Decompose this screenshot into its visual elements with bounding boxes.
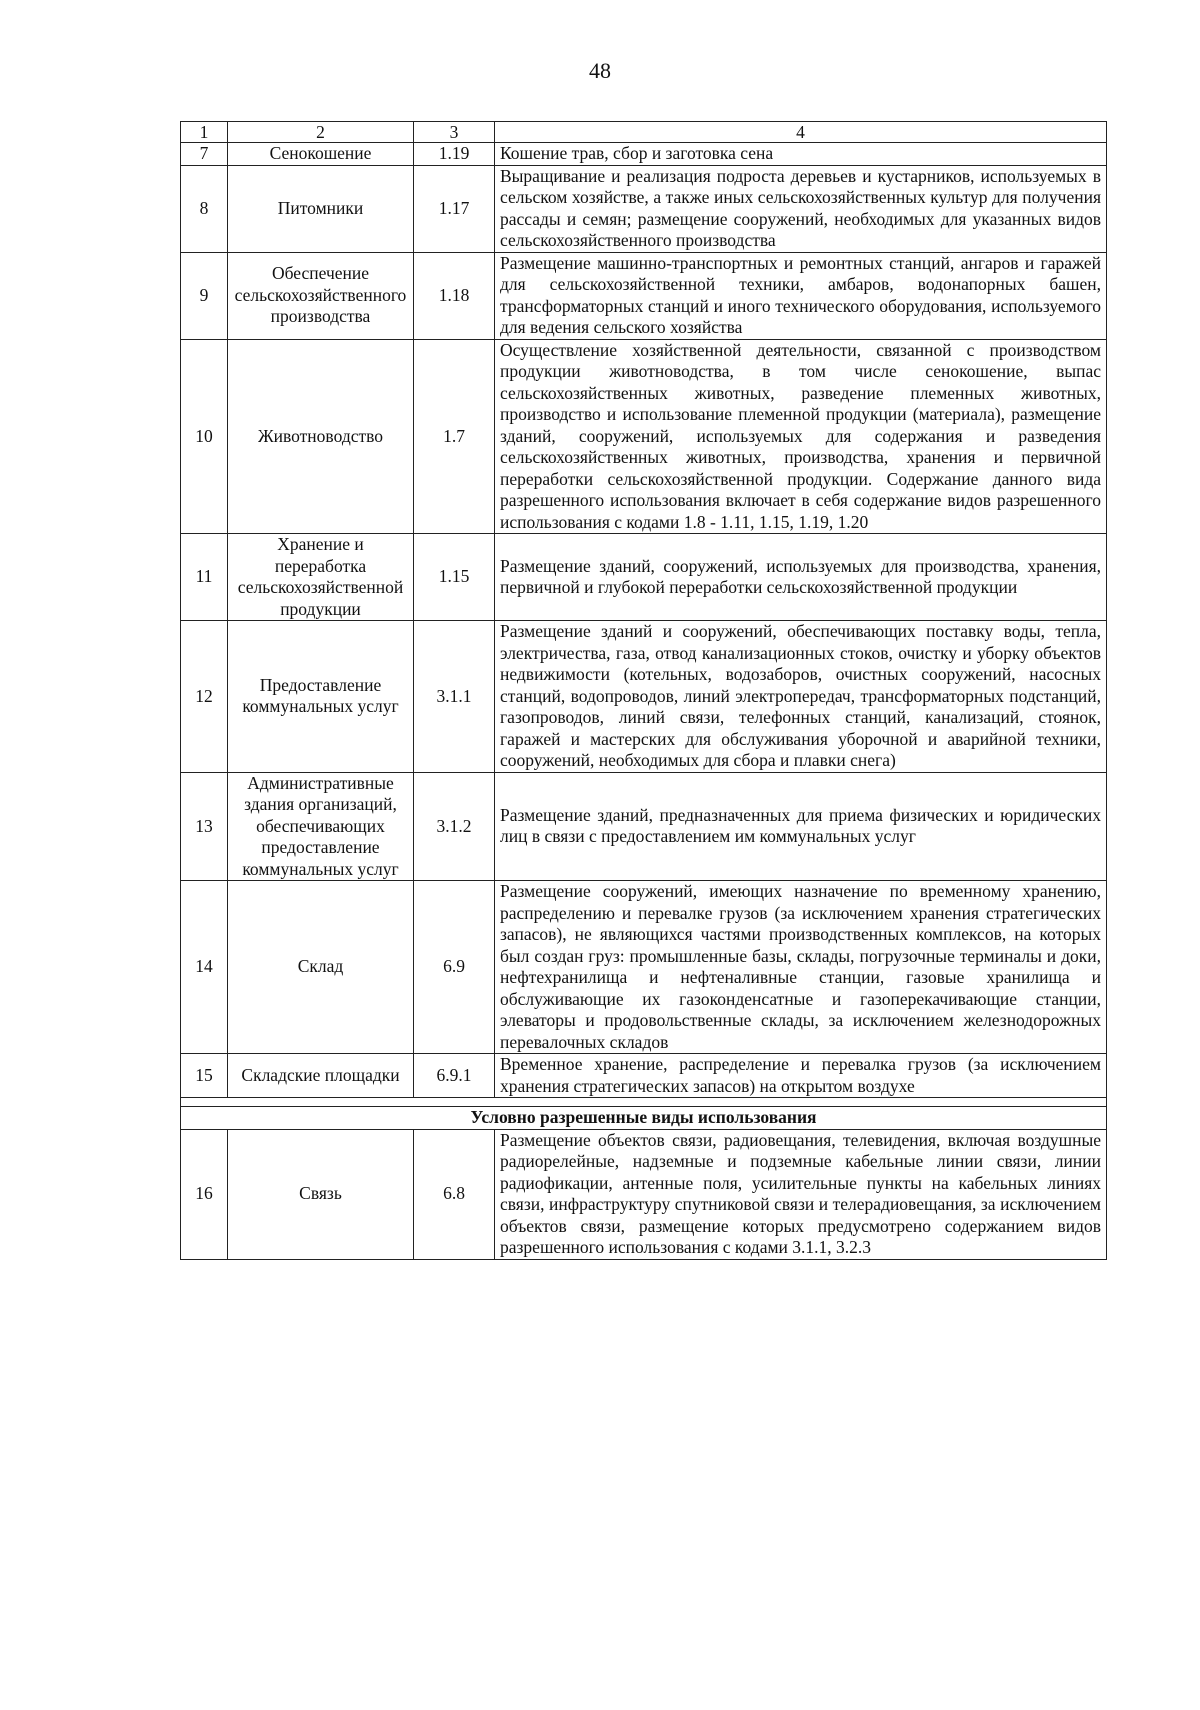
use-type-description: Осуществление хозяйственной деятельности, связанной с производством продукции животноводства, в том числе сенокошение, выпас сельскохозяйственных животных, разведение племенных животных, производство и использование племенной продукции (материала), размещение зданий, сооружений, используемых для содержания и разведения сельскохозяйственных животных, производства, хранения и первичной переработки сельскохозяйственной продукции. Содержание данного вида разрешенного использования включает в себя содержание видов разрешенного использования с кодами 1.8 - 1.11, 1.15, 1.19, 1.20 [495,339,1107,534]
use-type-code: 6.9 [414,881,495,1054]
column-header-4: 4 [495,122,1107,143]
column-header-3: 3 [414,122,495,143]
table-row [181,252,1107,339]
use-type-description: Размещение зданий и сооружений, обеспечивающих поставку воды, тепла, электричества, газа, отвод канализационных стоков, очистку и уборку объектов недвижимости (котельных, водозаборов, очистных сооружений, насосных станций, водопроводов, линий электропередач, трансформаторных подстанций, газопроводов, линий связи, телефонных станций, канализаций, стоянок, гаражей и мастерских для обслуживания уборочной и аварийной техники, сооружений, необходимых для сбора и плавки снега) [495,621,1107,773]
use-type-description: Выращивание и реализация подроста деревьев и кустарников, используемых в сельском хозяйстве, а также иных сельскохозяйственных культур для получения рассады и семян; размещение сооружений, необходимых для указанных видов сельскохозяйственного производства [495,165,1107,252]
use-type-code: 1.18 [414,252,495,339]
table-row [181,339,1107,534]
use-type-name: Склад [228,881,414,1054]
use-type-description: Размещение зданий, сооружений, используемых для производства, хранения, первичной и глубокой переработки сельскохозяйственной продукции [495,534,1107,621]
section-title: Условно разрешенные виды использования [181,1107,1107,1130]
table-row [181,1054,1107,1098]
column-header-2: 2 [228,122,414,143]
use-type-code: 6.9.1 [414,1054,495,1098]
use-type-code: 6.8 [414,1129,495,1259]
column-header-1: 1 [181,122,228,143]
table-row [181,534,1107,621]
spacer-cell [181,1098,1107,1107]
table-row [181,772,1107,881]
use-type-description: Размещение объектов связи, радиовещания, телевидения, включая воздушные радиорелейные, надземные и подземные кабельные линии связи, линии радиофикации, антенные поля, усилительные пункты на кабельных линиях связи, инфраструктуру спутниковой связи и телерадиовещания, за исключением объектов связи, размещение которых предусмотрено содержанием видов разрешенного использования с кодами 3.1.1, 3.2.3 [495,1129,1107,1259]
use-type-description: Кошение трав, сбор и заготовка сена [495,143,1107,166]
use-type-name: Сенокошение [228,143,414,166]
use-type-name: Питомники [228,165,414,252]
use-type-code: 3.1.1 [414,621,495,773]
use-type-code: 1.19 [414,143,495,166]
use-type-name: Связь [228,1129,414,1259]
use-type-description: Размещение машинно-транспортных и ремонтных станций, ангаров и гаражей для сельскохозяйственной техники, амбаров, водонапорных башен, трансформаторных станций и иного технического оборудования, используемого для ведения сельского хозяйства [495,252,1107,339]
row-number: 15 [181,1054,228,1098]
use-type-code: 1.15 [414,534,495,621]
row-number: 8 [181,165,228,252]
row-number: 7 [181,143,228,166]
use-type-name: Хранение и переработка сельскохозяйственной продукции [228,534,414,621]
use-type-code: 1.7 [414,339,495,534]
row-number: 9 [181,252,228,339]
use-type-name: Животноводство [228,339,414,534]
land-use-table [180,121,1107,1260]
table-row [181,621,1107,773]
table-header-row [181,122,1107,143]
use-type-description: Размещение зданий, предназначенных для приема физических и юридических лиц в связи с предоставлением им коммунальных услуг [495,772,1107,881]
row-number: 14 [181,881,228,1054]
row-number: 13 [181,772,228,881]
table-row [181,1129,1107,1259]
section-header-row [181,1107,1107,1130]
row-number: 10 [181,339,228,534]
table-row [181,143,1107,166]
use-type-code: 3.1.2 [414,772,495,881]
use-type-code: 1.17 [414,165,495,252]
use-type-description: Временное хранение, распределение и перевалка грузов (за исключением хранения стратегических запасов) на открытом воздухе [495,1054,1107,1098]
table-row [181,881,1107,1054]
use-type-name: Обеспечение сельскохозяйственного производства [228,252,414,339]
use-type-name: Административные здания организаций, обеспечивающих предоставление коммунальных услуг [228,772,414,881]
table-spacer-row [181,1098,1107,1107]
row-number: 12 [181,621,228,773]
row-number: 16 [181,1129,228,1259]
use-type-name: Предоставление коммунальных услуг [228,621,414,773]
use-type-description: Размещение сооружений, имеющих назначение по временному хранению, распределению и перевалке грузов (за исключением хранения стратегических запасов), не являющихся частями производственных комплексов, на которых был создан груз: промышленные базы, склады, погрузочные терминалы и доки, нефтехранилища и нефтеналивные станции, газовые хранилища и обслуживающие их газоконденсатные и газоперекачивающие станции, элеваторы и продовольственные склады, за исключением железнодорожных перевалочных складов [495,881,1107,1054]
table-row [181,165,1107,252]
row-number: 11 [181,534,228,621]
use-type-name: Складские площадки [228,1054,414,1098]
page-number: 48 [589,58,611,83]
